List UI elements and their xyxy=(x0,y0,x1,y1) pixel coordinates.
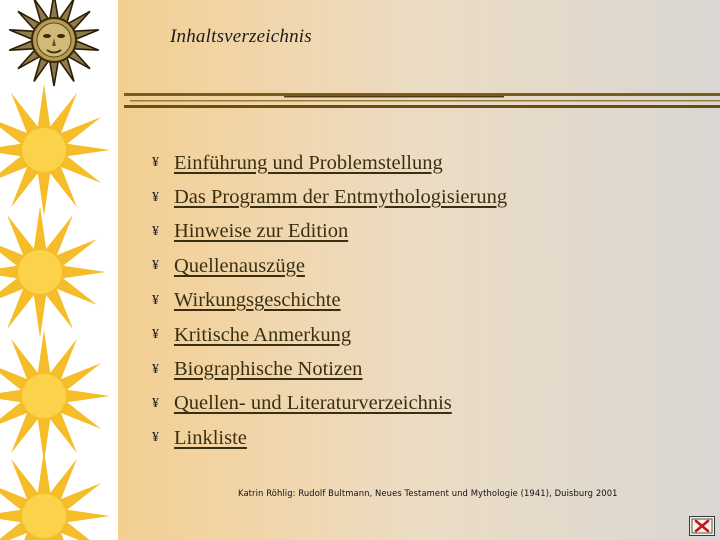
toc-link-literaturverzeichnis[interactable]: Quellen- und Literaturverzeichnis xyxy=(174,392,452,415)
toc-item xyxy=(152,318,507,352)
toc-item xyxy=(152,387,507,421)
title-divider xyxy=(124,88,720,114)
star-bullet-icon: ¥ xyxy=(152,395,159,411)
close-nav-button[interactable] xyxy=(689,516,715,536)
page-title: Inhaltsverzeichnis xyxy=(170,26,312,47)
toc-link-programm[interactable]: Das Programm der Entmythologisierung xyxy=(174,186,508,209)
toc-item xyxy=(152,215,507,249)
star-bullet-icon: ¥ xyxy=(152,361,159,377)
star-bullet-icon: ¥ xyxy=(152,189,159,205)
star-bullet-icon: ¥ xyxy=(152,292,159,308)
toc-item xyxy=(152,421,507,455)
toc-item xyxy=(152,146,507,180)
toc-item xyxy=(152,249,507,283)
star-bullet-icon: ¥ xyxy=(152,155,159,171)
x-box-icon xyxy=(690,517,714,535)
toc-link-einfuehrung[interactable]: Einführung und Problemstellung xyxy=(174,151,443,174)
table-of-contents xyxy=(152,146,507,456)
toc-link-biographische-notizen[interactable]: Biographische Notizen xyxy=(174,358,363,381)
sun-icon xyxy=(0,206,106,338)
star-bullet-icon: ¥ xyxy=(152,258,159,274)
toc-link-linkliste[interactable]: Linkliste xyxy=(174,426,247,449)
citation-footer: Katrin Röhlig: Rudolf Bultmann, Neues Testament und Mythologie (1941), Duisburg 2001 xyxy=(238,488,618,498)
toc-item xyxy=(152,352,507,386)
sun-face-logo-icon xyxy=(0,0,118,88)
toc-link-quellenauszuege[interactable]: Quellenauszüge xyxy=(174,254,305,277)
star-bullet-icon: ¥ xyxy=(152,223,159,239)
toc-link-hinweise[interactable]: Hinweise zur Edition xyxy=(174,220,349,243)
toc-item xyxy=(152,284,507,318)
toc-link-wirkungsgeschichte[interactable]: Wirkungsgeschichte xyxy=(174,289,341,312)
toc-link-kritische-anmerkung[interactable]: Kritische Anmerkung xyxy=(174,323,352,346)
star-bullet-icon: ¥ xyxy=(152,430,159,446)
sun-icon xyxy=(0,84,110,216)
sun-icon xyxy=(0,330,110,462)
sun-icon xyxy=(0,450,110,540)
toc-item xyxy=(152,180,507,214)
star-bullet-icon: ¥ xyxy=(152,327,159,343)
